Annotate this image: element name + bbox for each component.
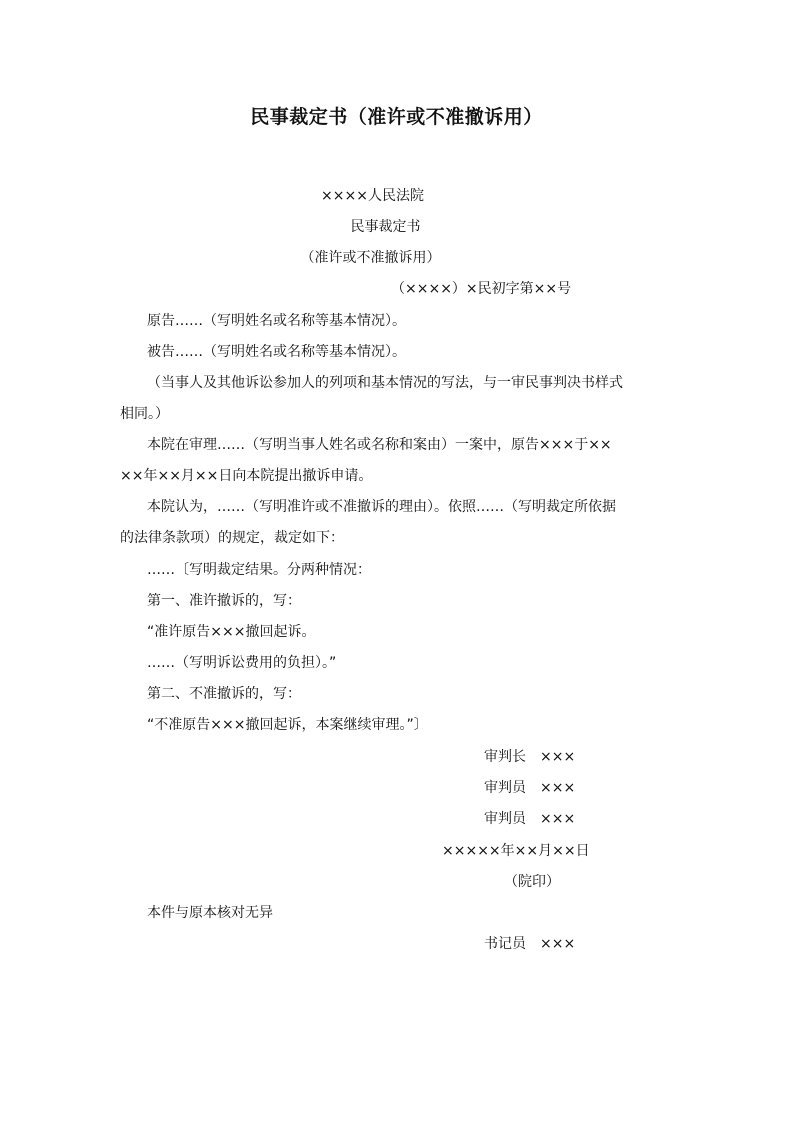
opinion-line-1: 本院认为，……（写明准许或不准撤诉的理由）。依照……（写明裁定所依据 xyxy=(147,499,616,515)
judge-1: 审判员 ××× xyxy=(484,780,576,796)
note-line-2: 相同。） xyxy=(120,406,169,422)
trial-line-2: ××年××月××日向本院提出撤诉申请。 xyxy=(120,468,373,484)
clerk: 书记员 ××× xyxy=(484,936,576,952)
presiding-judge: 审判长 ××× xyxy=(484,749,576,765)
defendant-line: 被告……（写明姓名或名称等基本情况）。 xyxy=(147,344,406,360)
plaintiff-line: 原告……（写明姓名或名称等基本情况）。 xyxy=(147,313,406,329)
court-name: ××××人民法院 xyxy=(321,188,424,204)
case1-heading: 第一、准许撤诉的，写： xyxy=(147,593,301,609)
doc-subtype: （准许或不准撤诉用） xyxy=(300,250,441,266)
case2-text: “不准原告×××撤回起诉，本案继续审理。”〕 xyxy=(147,717,428,733)
verify-note: 本件与原本核对无异 xyxy=(147,905,273,921)
judgment-date: ×××××年××月××日 xyxy=(442,843,590,859)
case1-text-1: “准许原告×××撤回起诉。 xyxy=(147,624,316,640)
result-intro: ……〔写明裁定结果。分两种情况： xyxy=(147,562,371,578)
case2-heading: 第二、不准撤诉的，写： xyxy=(147,686,301,702)
doc-type: 民事裁定书 xyxy=(350,219,421,235)
document-title: 民事裁定书（准许或不准撤诉用） xyxy=(250,106,543,128)
opinion-line-2: 的法律条款项）的规定，裁定如下： xyxy=(120,530,344,546)
case1-text-2: ……（写明诉讼费用的负担）。” xyxy=(147,655,337,671)
note-line-1: （当事人及其他诉讼参加人的列项和基本情况的写法，与一审民事判决书样式 xyxy=(147,375,623,391)
case-number: （××××）×民初字第××号 xyxy=(391,281,572,297)
judge-2: 审判员 ××× xyxy=(484,811,576,827)
court-seal: （院印） xyxy=(504,874,560,890)
trial-line-1: 本院在审理……（写明当事人姓名或名称和案由）一案中，原告×××于×× xyxy=(147,437,612,453)
